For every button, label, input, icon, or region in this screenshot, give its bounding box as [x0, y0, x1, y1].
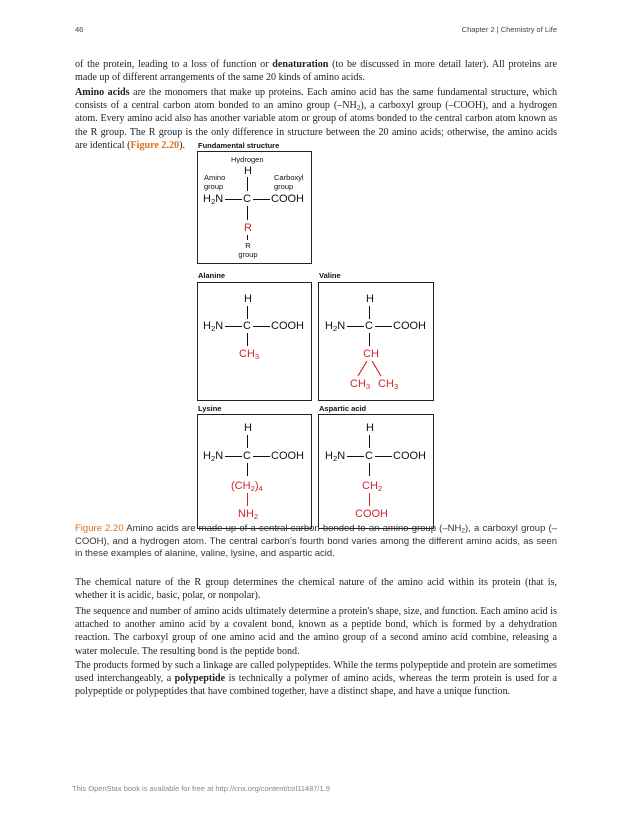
- aspartic-ch2: $CH_2$: [362, 480, 383, 493]
- fundamental-title: Fundamental structure: [198, 141, 280, 150]
- alanine-c: C: [243, 320, 251, 332]
- valine-h: H: [366, 293, 374, 305]
- alanine-title: Alanine: [198, 271, 226, 280]
- paragraph-3: The chemical nature of the R group determines the chemical nature of the amino acid within its protein (that is, whether it is acidic, basic, polar, or nonpolar).: [75, 577, 557, 602]
- lysine-bond-r: [247, 493, 248, 506]
- lysine-bond-left: [225, 456, 242, 457]
- lysine-cooh: COOH: [271, 450, 304, 462]
- fund-h: H: [244, 165, 252, 177]
- r-group-label: R group: [238, 241, 258, 259]
- lysine-title: Lysine: [198, 404, 222, 413]
- fund-bond-right: [253, 199, 270, 200]
- lysine-amine: $H_2N$: [203, 450, 224, 463]
- fund-bond-up: [247, 177, 248, 191]
- valine-cooh: COOH: [393, 320, 426, 332]
- paragraph-5: The products formed by such a linkage are called polypeptides. While the terms polypeptide and protein are sometimes used interchangeably, a polypeptide is technically a polymer of amino acids, whereas the term protein is used for a polypeptide or polypeptides that have combined together, have a distinct shape, and have a unique function.: [75, 660, 557, 698]
- aspartic-cooh-side: COOH: [355, 508, 388, 520]
- alanine-cooh: COOH: [271, 320, 304, 332]
- term-amino-acids: Amino acids: [75, 87, 130, 98]
- paragraph-1: of the protein, leading to a loss of function or denaturation (to be discussed in more detail later). All proteins are made up of different arrangements of the same 20 kinds of amino acids.: [75, 59, 557, 84]
- alanine-h: H: [244, 293, 252, 305]
- fund-r: R: [244, 222, 252, 234]
- aspartic-bond-right: [375, 456, 392, 457]
- valine-bond-left: [347, 326, 364, 327]
- amino-group-label: Amino group: [204, 173, 226, 191]
- figure-link[interactable]: Figure 2.20: [130, 139, 180, 151]
- aspartic-c: C: [365, 450, 373, 462]
- valine-box: [318, 282, 434, 401]
- fund-bond-down: [247, 206, 248, 220]
- aspartic-bond-up: [369, 435, 370, 448]
- lysine-c: C: [243, 450, 251, 462]
- aspartic-title: Aspartic acid: [319, 404, 367, 413]
- valine-bond-right: [375, 326, 392, 327]
- caption-label: Figure 2.20: [75, 523, 124, 534]
- lysine-bond-right: [253, 456, 270, 457]
- lysine-r-group: $(CH_2)_4$: [231, 480, 263, 493]
- valine-amine: $H_2N$: [325, 320, 346, 333]
- aspartic-amine: $H_2N$: [325, 450, 346, 463]
- lysine-h: H: [244, 422, 252, 434]
- valine-branch-left: [358, 361, 367, 376]
- aspartic-bond-r: [369, 493, 370, 506]
- term-denaturation: denaturation: [272, 59, 329, 70]
- valine-title: Valine: [319, 271, 341, 280]
- lysine-bond-down: [247, 463, 248, 476]
- figure-caption: Figure 2.20 Amino acids are made up of a central carbon bonded to an amino group $(-NH_2)$, a carboxyl group (–COOH), and a hydrogen atom. The central carbon's fourth bond varies among the different amino acids, as seen in these examples of alanine, valine, lysine, and aspartic acid.: [75, 523, 557, 560]
- fund-bond-left: [225, 199, 242, 200]
- alanine-amine: $H_2N$: [203, 320, 224, 333]
- alanine-bond-up: [247, 306, 248, 319]
- lysine-nh2: $NH_2$: [238, 508, 259, 521]
- lysine-bond-up: [247, 435, 248, 448]
- aspartic-bond-down: [369, 463, 370, 476]
- valine-branch-bonds: [350, 360, 390, 378]
- aspartic-cooh: COOH: [393, 450, 426, 462]
- aspartic-bond-left: [347, 456, 364, 457]
- chapter-title: Chapter 2 | Chemistry of Life: [461, 25, 557, 34]
- fund-c: C: [243, 193, 251, 205]
- alanine-bond-down: [247, 333, 248, 346]
- alanine-box: [197, 282, 312, 401]
- paragraph-2: Amino acids are the monomers that make up proteins. Each amino acid has the same fundamental structure, which consists of a central carbon atom bonded to an amino group $(-NH_2)$, a carboxyl group (–COOH), and a hydrogen atom. Every amino acid also has another variable atom or group of atoms bonded to the central carbon atom known as the R group. The R group is the only difference in structure between the 20 amino acids; otherwise, the amino acids are identical (Figure 2.20).: [75, 87, 557, 151]
- fund-amine: $H_2N$: [203, 193, 224, 206]
- valine-bond-down: [369, 333, 370, 346]
- alanine-bond-right: [253, 326, 270, 327]
- valine-ch3-left: $CH_3$: [350, 378, 371, 391]
- valine-branch-right: [372, 361, 381, 376]
- alanine-r-group: $CH_3$: [239, 348, 260, 361]
- footer-availability: This OpenStax book is available for free at http://cnx.org/content/col11487/1.9: [72, 784, 330, 793]
- alanine-bond-left: [225, 326, 242, 327]
- hydrogen-label: Hydrogen: [231, 155, 264, 164]
- fund-r-pointer: [247, 235, 248, 240]
- valine-bond-up: [369, 306, 370, 319]
- carboxyl-group-label: Carboxyl group: [274, 173, 304, 191]
- fund-cooh: COOH: [271, 193, 304, 205]
- aspartic-h: H: [366, 422, 374, 434]
- term-polypeptide: polypeptide: [174, 673, 226, 685]
- valine-ch3-right: $CH_3$: [378, 378, 399, 391]
- paragraph-4: The sequence and number of amino acids ultimately determine a protein's shape, size, and function. Each amino acid is attached to another amino acid by a covalent bond, known as a peptide bond, which is formed by a dehydration reaction. The carboxyl group of one amino acid and the amino group of a second amino acid combine, releasing a water molecule. The resulting bond is the peptide bond.: [75, 606, 557, 657]
- valine-ch: CH: [363, 348, 379, 360]
- page-number: 46: [75, 25, 84, 34]
- valine-c: C: [365, 320, 373, 332]
